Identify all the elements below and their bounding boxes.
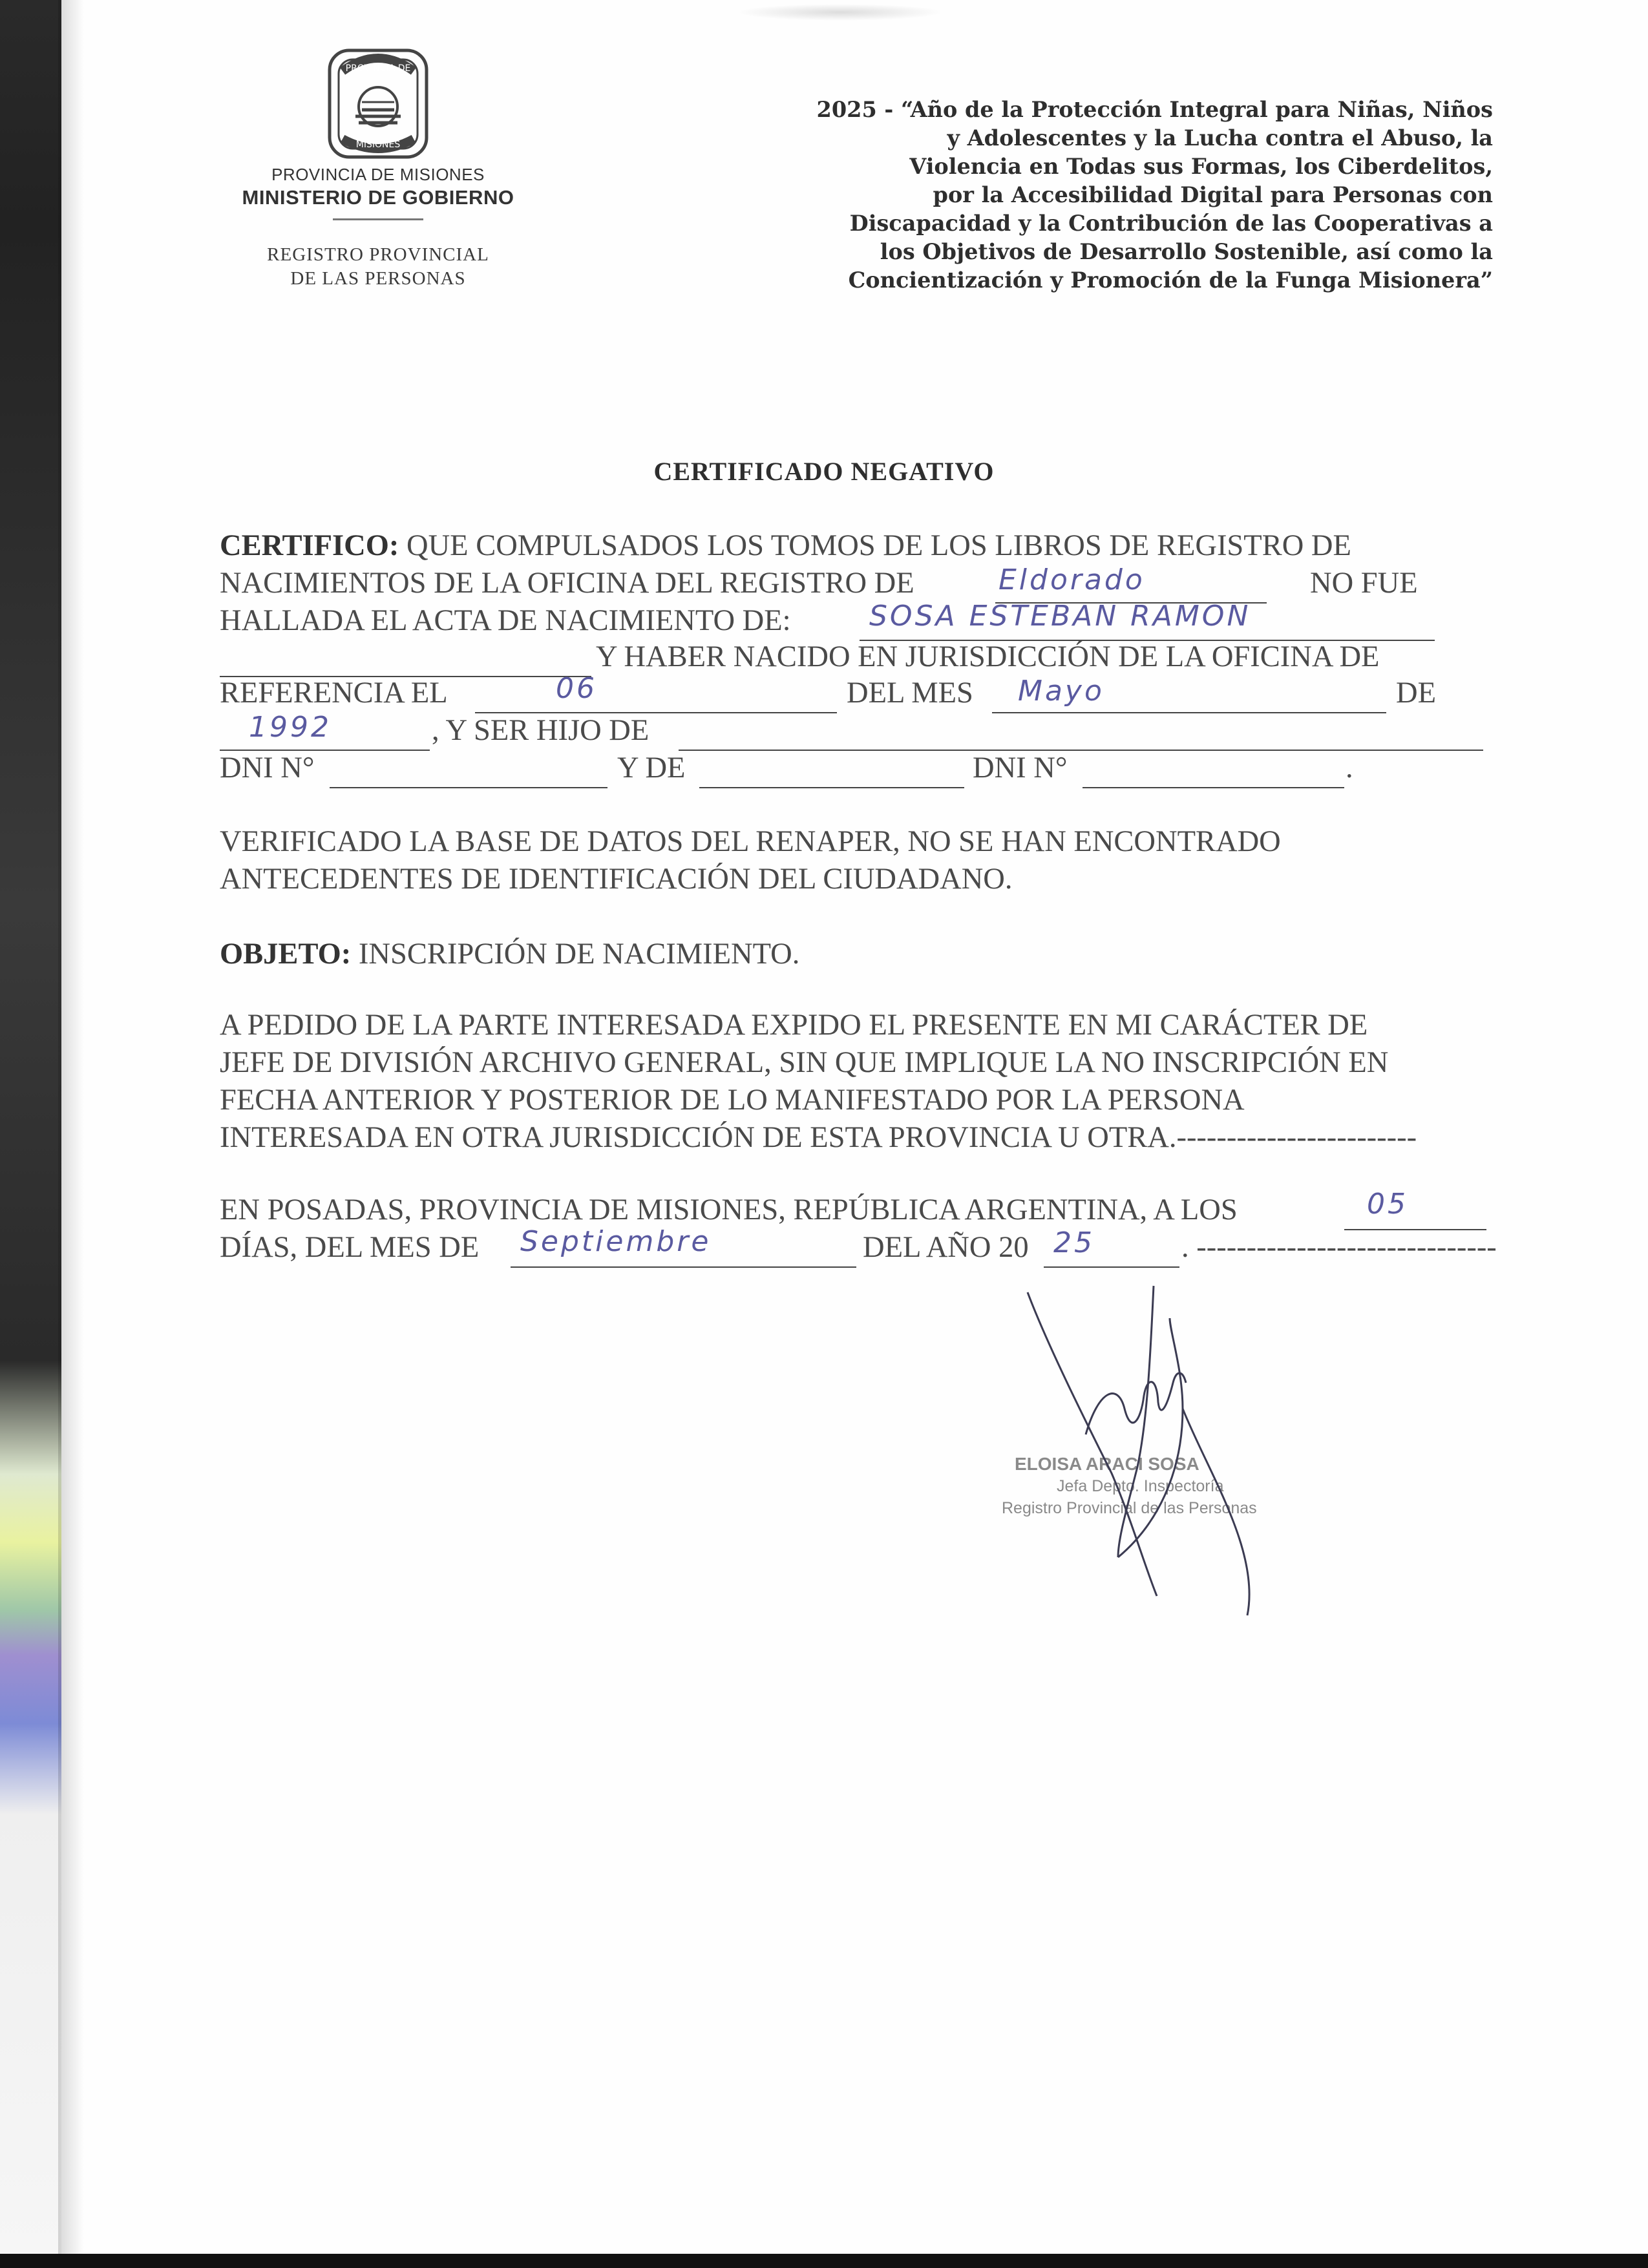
scan-bottom-edge bbox=[0, 2254, 1648, 2268]
handwritten-month: Mayo bbox=[1018, 675, 1104, 708]
signature-icon bbox=[989, 1279, 1325, 1641]
handwritten-day: 06 bbox=[556, 672, 597, 705]
provincial-crest-icon bbox=[317, 45, 439, 162]
handwritten-issue-year: 25 bbox=[1053, 1226, 1095, 1259]
stamp-office: Registro Provincial de las Personas bbox=[1002, 1499, 1257, 1517]
objeto-line bbox=[220, 937, 799, 971]
handwritten-year: 1992 bbox=[249, 711, 332, 744]
del-mes-text: DEL MES bbox=[847, 677, 973, 709]
pedido-line-3: FECHA ANTERIOR Y POSTERIOR DE LO MANIFESTADO POR LA PERSONA bbox=[220, 1084, 1245, 1117]
header-divider bbox=[333, 218, 423, 220]
motto-line: Violencia en Todas sus Formas, los Ciberdelitos, bbox=[909, 154, 1493, 179]
motto-line: Concientización y Promoción de la Funga Misionera” bbox=[848, 268, 1493, 293]
pedido-line-4: INTERESADA EN OTRA JURISDICCIÓN DE ESTA PROVINCIA U OTRA.------------------------ bbox=[220, 1121, 1417, 1154]
motto-line: por la Accesibilidad Digital para Personas con bbox=[933, 182, 1493, 207]
mother-blank bbox=[699, 787, 964, 788]
registry-line-1: REGISTRO PROVINCIAL bbox=[267, 244, 489, 265]
verification-line-1: VERIFICADO LA BASE DE DATOS DEL RENAPER, NO SE HAN ENCONTRADO bbox=[220, 825, 1281, 858]
verification-line-2: ANTECEDENTES DE IDENTIFICACIÓN DEL CIUDADANO. bbox=[220, 863, 1013, 896]
dni-blank-1 bbox=[330, 787, 607, 788]
document-title: CERTIFICADO NEGATIVO bbox=[653, 457, 995, 486]
objeto-label: OBJETO: bbox=[220, 938, 352, 971]
hijo-de-text: , Y SER HIJO DE bbox=[432, 714, 650, 747]
scan-shadow bbox=[58, 0, 84, 2268]
dni-label-1: DNI N° bbox=[220, 751, 315, 784]
del-ano-text: DEL AÑO 20 bbox=[863, 1231, 1029, 1264]
stamp-role: Jefa Depto. Inspectoría bbox=[1057, 1477, 1224, 1495]
motto-line: y Adolescentes y la Lucha contra el Abuso, la bbox=[947, 125, 1493, 151]
period: . bbox=[1346, 751, 1353, 784]
pedido-line-2: JEFE DE DIVISIÓN ARCHIVO GENERAL, SIN QUE IMPLIQUE LA NO INSCRIPCIÓN EN bbox=[220, 1046, 1389, 1079]
de-text: DE bbox=[1396, 677, 1436, 709]
closing-dashes: . ------------------------------ bbox=[1181, 1231, 1497, 1264]
registry-office-line-text: NACIMIENTOS DE LA OFICINA DEL REGISTRO DE bbox=[220, 567, 914, 600]
referencia-text: REFERENCIA EL bbox=[220, 677, 448, 709]
certifico-label: CERTIFICO: bbox=[220, 529, 399, 562]
scan-speck bbox=[737, 4, 944, 21]
certifico-line bbox=[220, 529, 1351, 563]
handwritten-issue-month: Septiembre bbox=[520, 1225, 712, 1258]
crest-top-text: PROVINCIA DE bbox=[345, 63, 411, 74]
jurisdiction-text: Y HABER NACIDO EN JURISDICCIÓN DE LA OFICINA DE bbox=[596, 640, 1380, 673]
objeto-text: INSCRIPCIÓN DE NACIMIENTO. bbox=[358, 938, 800, 971]
issue-year-blank bbox=[1044, 1266, 1179, 1268]
place-line-1: EN POSADAS, PROVINCIA DE MISIONES, REPÚBLICA ARGENTINA, A LOS bbox=[220, 1193, 1238, 1226]
certifico-text: QUE COMPULSADOS LOS TOMOS DE LOS LIBROS DE REGISTRO DE bbox=[407, 529, 1351, 562]
registry-line-2: DE LAS PERSONAS bbox=[290, 268, 466, 289]
ministry-name: MINISTERIO DE GOBIERNO bbox=[242, 186, 514, 209]
year-motto bbox=[523, 96, 1493, 295]
crest-bottom-text: MISIONES bbox=[355, 140, 401, 150]
scan-edge bbox=[0, 0, 61, 2268]
motto-line: 2025 - “Año de la Protección Integral para Niñas, Niños bbox=[816, 97, 1493, 122]
handwritten-office: Eldorado bbox=[998, 563, 1145, 596]
y-de-text: Y DE bbox=[617, 751, 686, 784]
acta-line-text: HALLADA EL ACTA DE NACIMIENTO DE: bbox=[220, 604, 791, 637]
motto-line: los Objetivos de Desarrollo Sostenible, así como la bbox=[880, 239, 1493, 264]
month-blank bbox=[992, 712, 1386, 713]
no-fue-text: NO FUE bbox=[1310, 567, 1418, 600]
place-line-2-text: DÍAS, DEL MES DE bbox=[220, 1231, 480, 1264]
province-name: PROVINCIA DE MISIONES bbox=[271, 165, 485, 184]
dni-label-2: DNI N° bbox=[973, 751, 1068, 784]
motto-line: Discapacidad y la Contribución de las Cooperativas a bbox=[849, 211, 1493, 236]
dni-blank-2 bbox=[1083, 787, 1344, 788]
handwritten-issue-day: 05 bbox=[1367, 1188, 1408, 1221]
handwritten-name: SOSA ESTEBAN RAMON bbox=[869, 600, 1251, 633]
stamp-name: ELOISA ARACI SOSA bbox=[1015, 1454, 1199, 1474]
father-blank bbox=[679, 750, 1483, 751]
issue-month-blank bbox=[511, 1266, 856, 1268]
pedido-line-1: A PEDIDO DE LA PARTE INTERESADA EXPIDO EL PRESENTE EN MI CARÁCTER DE bbox=[220, 1009, 1368, 1042]
